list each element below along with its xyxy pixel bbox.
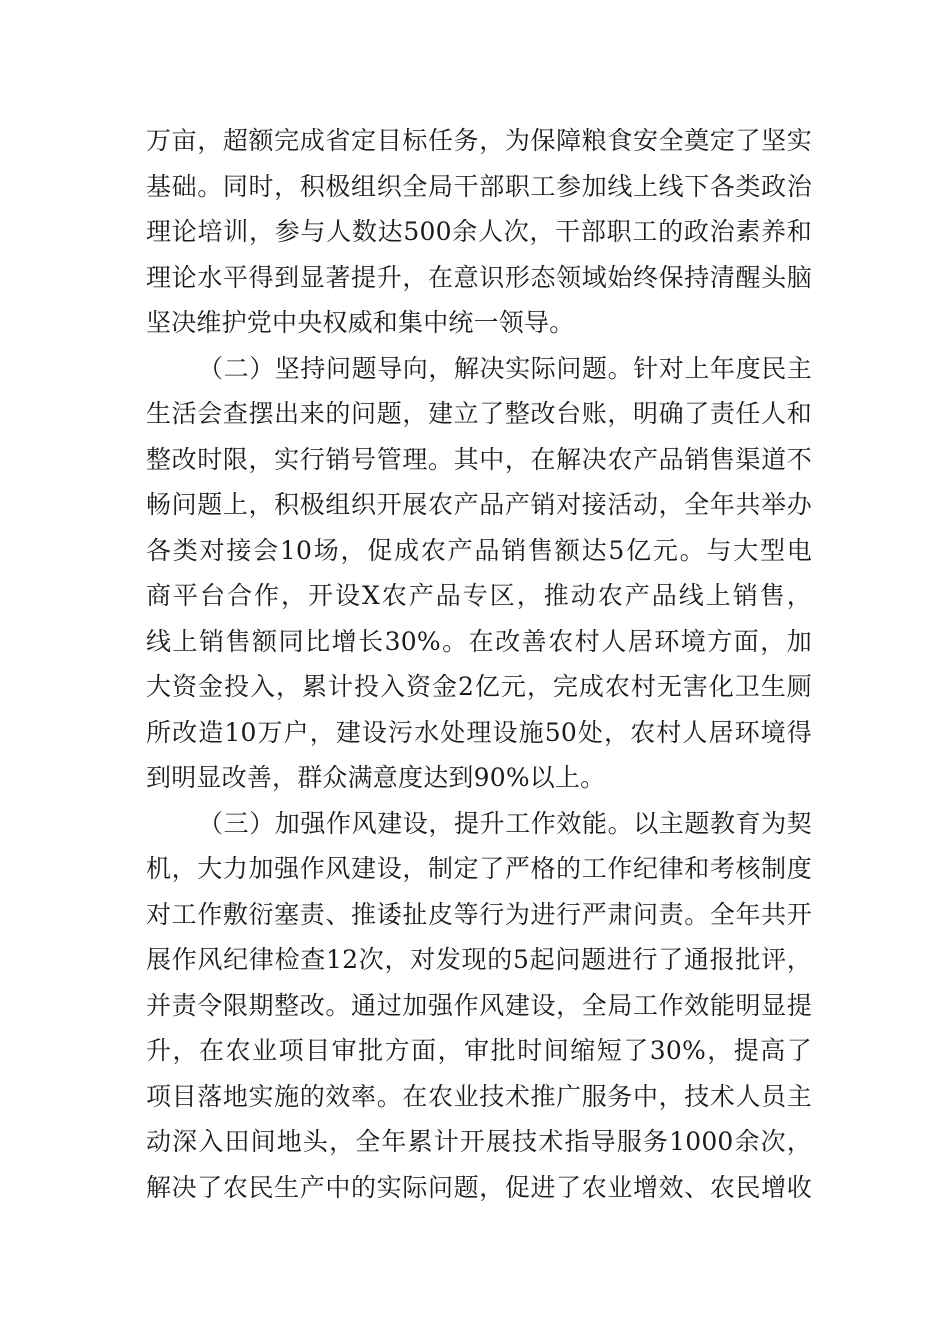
text-line: 基础。同时，积极组织全局干部职工参加线上线下各类政治 [146, 171, 812, 201]
text-line: 大资金投入，累计投入资金2亿元，完成农村无害化卫生厕 [146, 672, 812, 701]
text-line: 各类对接会10场，促成农产品销售额达5亿元。与大型电 [146, 535, 812, 565]
text-line: 理论培训，参与人数达500余人次，干部职工的政治素养和 [146, 217, 812, 246]
paragraph-2 [146, 346, 812, 801]
text-line: 项目落地实施的效率。在农业技术推广服务中，技术人员主 [146, 1081, 812, 1111]
text-line: 线上销售额同比增长30%。在改善农村人居环境方面，加 [146, 626, 812, 656]
text-line: 并责令限期整改。通过加强作风建设，全局工作效能明显提 [146, 990, 812, 1020]
text-line: 到明显改善，群众满意度达到90%以上。 [146, 763, 606, 792]
text-line: 解决了农民生产中的实际问题，促进了农业增效、农民增收 [146, 1172, 812, 1202]
paragraph-3 [146, 801, 812, 1211]
text-line: 理论水平得到显著提升，在意识形态领域始终保持清醒头脑 [146, 262, 812, 292]
text-line: 动深入田间地头，全年累计开展技术指导服务1000余次， [146, 1127, 812, 1156]
text-line: （三）加强作风建设，提升工作效能。以主题教育为契 [198, 808, 812, 838]
document-body [146, 118, 812, 1210]
text-line: 生活会查摆出来的问题，建立了整改台账，明确了责任人和 [146, 399, 812, 428]
text-line: 商平台合作，开设X农产品专区，推动农产品线上销售， [146, 581, 812, 610]
text-line: （二）坚持问题导向，解决实际问题。针对上年度民主 [198, 353, 812, 383]
text-line: 机，大力加强作风建设，制定了严格的工作纪律和考核制度 [146, 854, 812, 883]
text-line: 对工作敷衍塞责、推诿扯皮等行为进行严肃问责。全年共开 [146, 899, 812, 929]
text-line: 万亩，超额完成省定目标任务，为保障粮食安全奠定了坚实 [146, 126, 812, 155]
text-line: 升，在农业项目审批方面，审批时间缩短了30%，提高了 [146, 1036, 812, 1065]
paragraph-1 [146, 118, 812, 346]
text-line: 畅问题上，积极组织开展农产品产销对接活动，全年共举办 [146, 490, 812, 519]
text-line: 整改时限，实行销号管理。其中，在解决农产品销售渠道不 [146, 444, 812, 474]
text-line: 展作风纪律检查12次，对发现的5起问题进行了通报批评， [146, 945, 812, 974]
text-line: 坚决维护党中央权威和集中统一领导。 [146, 308, 575, 337]
text-line: 所改造10万户，建设污水处理设施50处，农村人居环境得 [146, 717, 812, 747]
